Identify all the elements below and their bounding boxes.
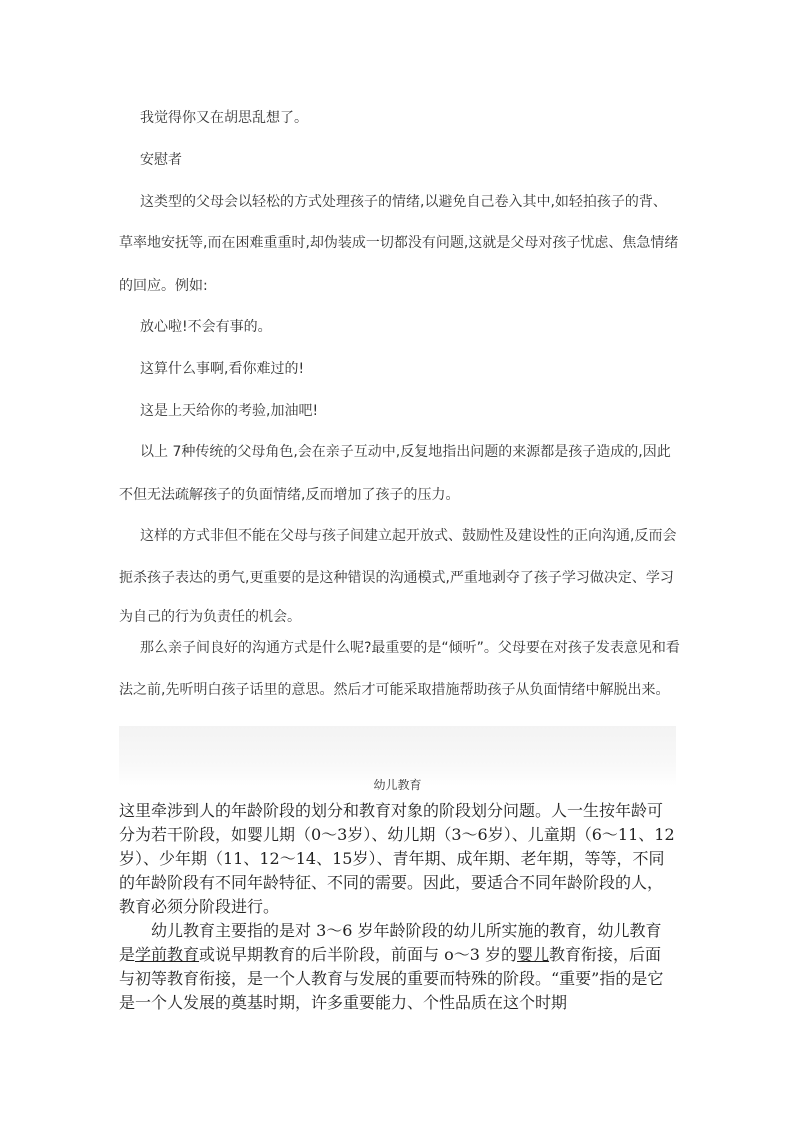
text-line: 草率地安抚等,而在困难重重时,却伪装成一切都没有问题,这就是父母对孩子忧虑、焦急情绪 [119,235,679,251]
text-line: 我觉得你又在胡思乱想了。 [140,110,308,126]
section-body [119,799,676,1015]
text-line: 这算什么事啊,看你难过的! [140,361,305,377]
text-line: 以上 7种传统的父母角色,会在亲子互动中,反复地指出问题的来源都是孩子造成的,因此 [140,444,671,460]
section-paragraph-2 [119,919,676,1015]
text-line: 法之前,先听明白孩子话里的意思。然后才可能采取措施帮助孩子从负面情绪中解脱出来。 [119,682,670,698]
section-title: 幼儿教育 [373,778,422,792]
text-line: 的回应。例如: [119,278,208,294]
text-line: 安慰者 [140,152,182,168]
text-line: 这样的方式非但不能在父母与孩子间建立起开放式、鼓励性及建设性的正向沟通,反而会 [140,528,677,544]
text-line: 那么亲子间良好的沟通方式是什么呢?最重要的是“倾听”。父母要在对孩子发表意见和看 [140,640,680,656]
text-line: 放心啦!不会有事的。 [140,319,272,335]
infant-link[interactable]: 婴儿 [517,945,550,964]
early-education-section [119,726,676,1016]
preschool-education-link[interactable]: 学前教育 [135,945,200,964]
section-paragraph-1: 这里牵涉到人的年龄阶段的划分和教育对象的阶段划分问题。人一生按年龄可分为若干阶段，如婴儿期（0～3岁）、幼儿期（3～6岁）、儿童期（6～11、12岁）、少年期（11、12～14、15岁）、青年期、成年期、老年期，等等，不同的年龄阶段有不同年龄特征、不同的需要。因此，要适合不同年龄阶段的人，教育必须分阶段进行。 [119,801,675,916]
text-line: 扼杀孩子表达的勇气,更重要的是这种错误的沟通模式,严重地剥夺了孩子学习做决定、学习 [119,570,674,586]
paragraph-text: 教育衔接，后面与初等教育衔接，是一个人教育与发展的重要而特殊的阶段。“重要”指的是它是一个人发展的奠基时期，许多重要能力、个性品质在这个时期 [119,945,664,1012]
text-line: 这类型的父母会以轻松的方式处理孩子的情绪,以避免自己卷入其中,如轻拍孩子的背、 [140,194,667,210]
paragraph-text: 幼儿教育主要指的是对 3～6 岁年龄阶段的幼儿所实施的教育，幼儿教育是 [119,921,662,964]
text-line: 这是上天给你的考验,加油吧! [140,403,319,419]
text-line: 为自己的行为负责任的机会。 [119,609,301,625]
paragraph-text: 或说早期教育的后半阶段，前面与 o～3 岁的 [199,945,518,964]
text-line: 不但无法疏解孩子的负面情绪,反而增加了孩子的压力。 [119,487,460,503]
